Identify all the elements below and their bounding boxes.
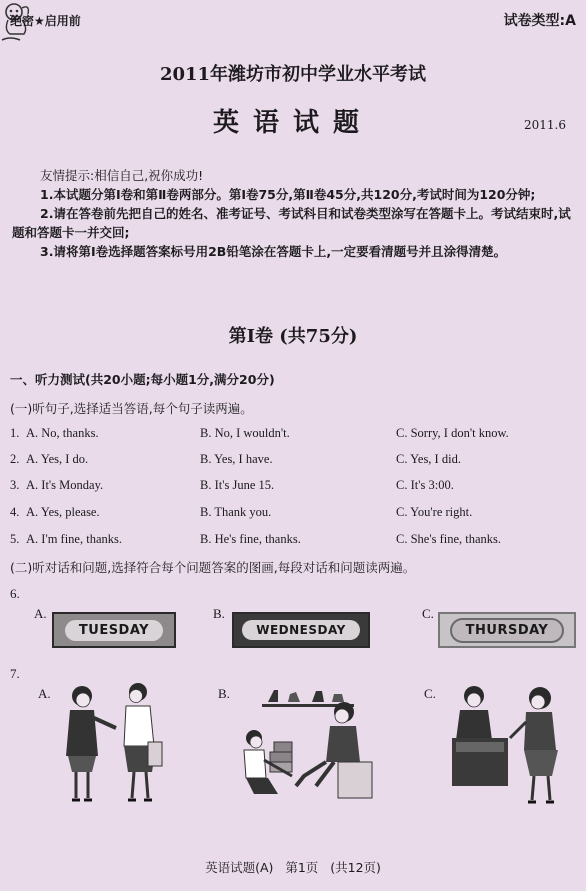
option-label: A. xyxy=(38,686,51,701)
illustration-shoe-shop xyxy=(234,682,384,806)
question-number: 5. xyxy=(10,532,20,546)
question-number: 7. xyxy=(10,666,20,681)
question-number: 4. xyxy=(10,505,20,519)
option-a: A. No, thanks. xyxy=(26,426,99,440)
question-row xyxy=(10,478,580,498)
friendly-tips xyxy=(12,166,577,261)
tips-item: 1.本试题分第Ⅰ卷和第Ⅱ卷两部分。第Ⅰ卷75分,第Ⅱ卷45分,共120分,考试时间为120分钟; xyxy=(40,187,536,202)
option-label: A. xyxy=(34,606,47,621)
tips-item: 3.请将第Ⅰ卷选择题答案标号用2B铅笔涂在答题卡上,一定要看清题号并且涂得清楚。 xyxy=(40,244,507,259)
paper-type-label: 试卷类型:A xyxy=(503,13,576,29)
question-row xyxy=(10,426,580,446)
option-b: B. He's fine, thanks. xyxy=(200,532,301,546)
day-sign-text: TUESDAY xyxy=(65,620,163,641)
confidential-label: 绝密★启用前 xyxy=(10,14,81,28)
option-label: B. xyxy=(218,686,230,701)
part1-instruction: (一)听句子,选择适当答语,每个句子读两遍。 xyxy=(10,401,253,416)
option-b: B. Yes, I have. xyxy=(200,452,273,466)
day-sign-text: THURSDAY xyxy=(450,618,565,643)
tips-heading: 友情提示:相信自己,祝你成功! xyxy=(40,168,204,183)
day-sign-text: WEDNESDAY xyxy=(242,620,360,640)
day-sign xyxy=(438,612,576,648)
illustration-two-women-talking xyxy=(52,676,172,806)
day-sign xyxy=(232,612,370,648)
option-a: A. Yes, I do. xyxy=(26,452,89,466)
question-number: 2. xyxy=(10,452,20,466)
illustration-shop-counter xyxy=(440,680,580,808)
option-c: C. It's 3:00. xyxy=(396,478,454,492)
option-c: C. Sorry, I don't know. xyxy=(396,426,509,440)
page-footer: 英语试题(A) 第1页 (共12页) xyxy=(205,860,381,875)
tips-item: 2.请在答卷前先把自己的姓名、准考证号、考试科目和试卷类型涂写在答题卡上。考试结束时,试题和答题卡一并交回; xyxy=(12,206,571,240)
option-b: B. Thank you. xyxy=(200,505,272,519)
option-label: B. xyxy=(213,606,225,621)
part1-title: 一、听力测试(共20小题;每小题1分,满分20分) xyxy=(10,372,275,387)
option-b: B. It's June 15. xyxy=(200,478,275,492)
option-a: A. I'm fine, thanks. xyxy=(26,532,122,546)
question-row xyxy=(10,452,580,472)
question-number: 3. xyxy=(10,478,20,492)
option-a: A. Yes, please. xyxy=(26,505,100,519)
exam-title: 2011年潍坊市初中学业水平考试 xyxy=(159,64,427,85)
option-b: B. No, I wouldn't. xyxy=(200,426,290,440)
section-title: 第Ⅰ卷 (共75分) xyxy=(228,326,358,347)
part2-instruction: (二)听对话和问题,选择符合每个问题答案的图画,每段对话和问题读两遍。 xyxy=(10,560,416,575)
option-c: C. She's fine, thanks. xyxy=(396,532,502,546)
option-label: C. xyxy=(422,606,434,621)
subject-title: 英语试题 xyxy=(212,108,373,138)
option-c: C. Yes, I did. xyxy=(396,452,461,466)
option-label: C. xyxy=(424,686,436,701)
exam-date: 2011.6 xyxy=(524,118,566,132)
question-row xyxy=(10,532,580,552)
option-a: A. It's Monday. xyxy=(26,478,104,492)
option-c: C. You're right. xyxy=(396,505,473,519)
day-sign xyxy=(52,612,176,648)
question-number: 1. xyxy=(10,426,20,440)
question-row xyxy=(10,505,580,525)
question-number: 6. xyxy=(10,586,20,601)
